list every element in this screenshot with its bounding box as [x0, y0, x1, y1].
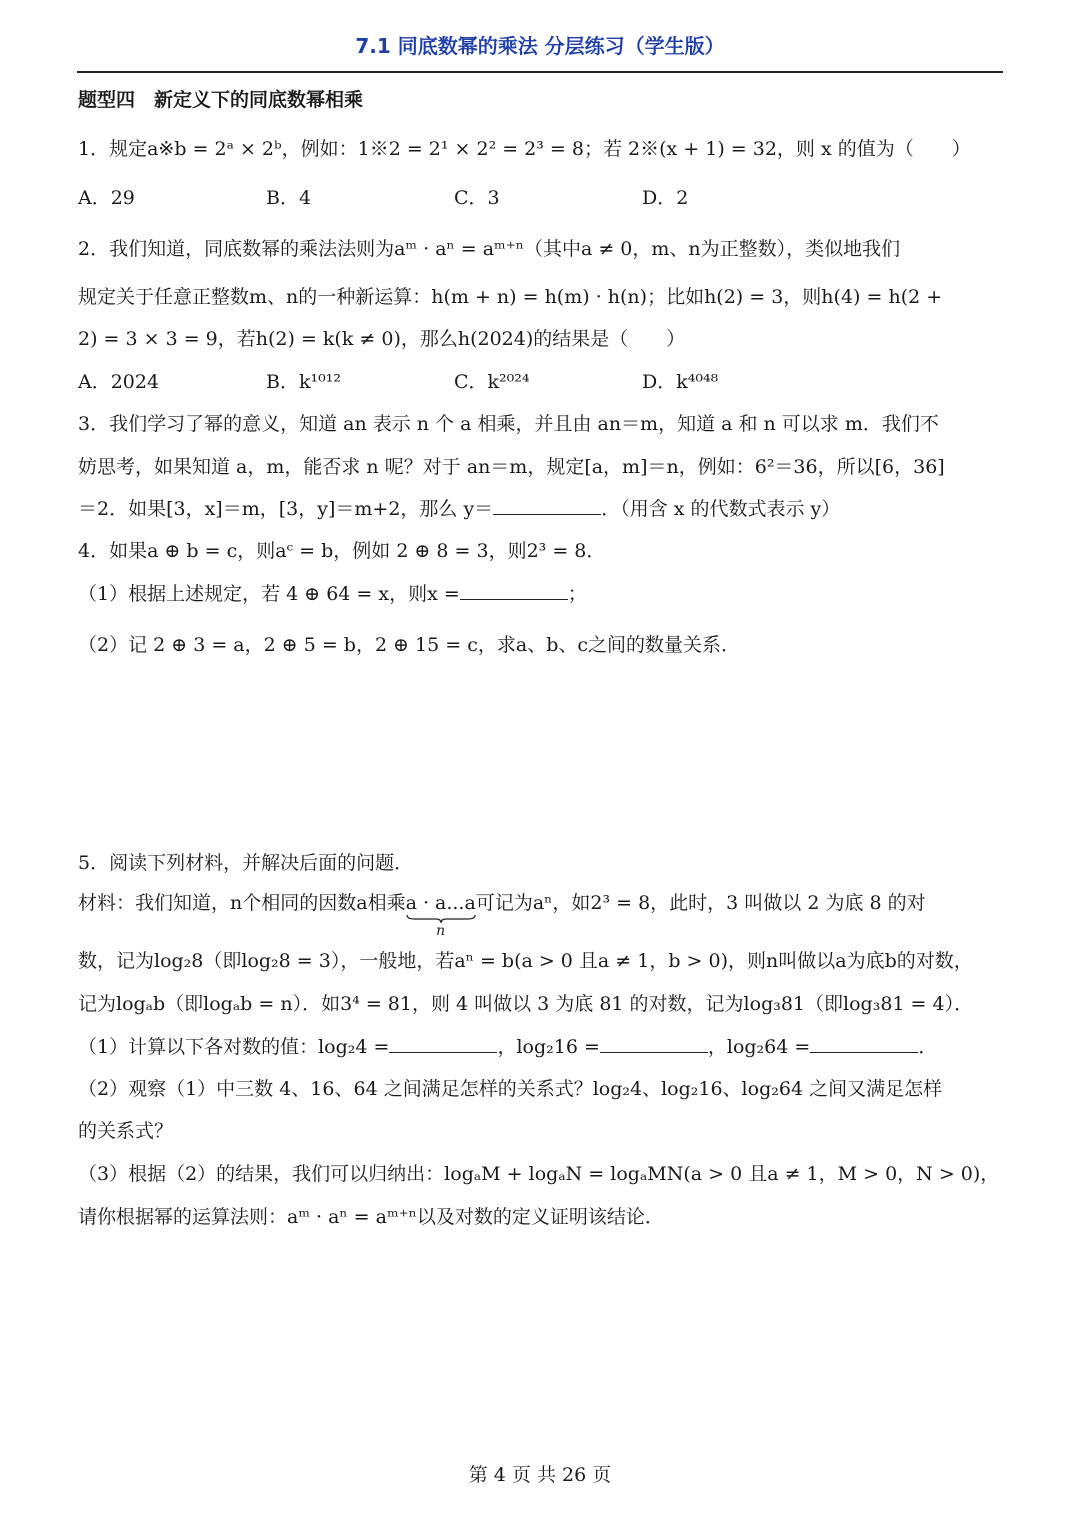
- page-header-title: 7.1 同底数幂的乘法 分层练习（学生版）: [355, 34, 725, 58]
- q5-underbrace-label: n: [436, 923, 446, 939]
- q3-line-3: [78, 496, 840, 522]
- q4-part-1: [78, 581, 587, 607]
- header-divider: [77, 71, 1003, 73]
- page-number-footer: 第 4 页 共 26 页: [468, 1464, 612, 1486]
- q3-line-2: 妨思考，如果知道 a，m，能否求 n 呢？对于 an＝m，规定[a，m]＝n，例如：6²＝36，所以[6，36]: [78, 456, 945, 478]
- q5-log64-answer-blank[interactable]: [810, 1034, 918, 1053]
- q1-option-b: B．4: [266, 187, 312, 209]
- q5-line-4: 记为logₐb（即logₐb = n）．如3⁴ = 81，则 4 叫做以 3 为底 81 的对数，记为log₃81（即log₃81 = 4）．: [78, 993, 974, 1015]
- q2-line-2: 规定关于任意正整数m、n的一种新运算：h(m + n) = h(m) · h(n)；比如h(2) = 3，则h(4) = h(2 +: [78, 286, 943, 308]
- q5-underbrace-expr-text: a · a...a: [405, 892, 476, 914]
- q3-line-3-text-a: ＝2．如果[3，x]＝m，[3，y]＝m+2，那么 y＝: [78, 498, 494, 520]
- q5-underbrace-expression: [405, 890, 476, 939]
- q5-line-1: 5．阅读下列材料，并解决后面的问题．: [78, 852, 414, 874]
- q1-option-c: C．3: [454, 187, 500, 209]
- q5-part-1: [78, 1034, 937, 1060]
- q5-part-1-text-a: （1）计算以下各对数的值：log₂4 =: [78, 1036, 390, 1058]
- q4-part-1-text-a: （1）根据上述规定，若 4 ⊕ 64 = x，则x =: [78, 583, 460, 605]
- q2-option-c: C．k²⁰²⁴: [454, 371, 530, 393]
- q4-line-1: 4．如果a ⊕ b = c，则aᶜ = b，例如 2 ⊕ 8 = 3，则2³ = 8．: [78, 540, 606, 562]
- q5-part-1-text-d: ．: [918, 1036, 938, 1058]
- q3-line-3-text-b: ．（用含 x 的代数式表示 y）: [601, 498, 841, 520]
- q5-part-3-line-2: 请你根据幂的运算法则：aᵐ · aⁿ = aᵐ⁺ⁿ以及对数的定义证明该结论．: [78, 1206, 664, 1228]
- q2-option-d: D．k⁴⁰⁴⁸: [642, 371, 719, 393]
- q2-option-a: A．2024: [78, 371, 160, 393]
- q5-line-3: 数，记为log₂8（即log₂8 = 3），一般地，若aⁿ = b(a > 0 且a ≠ 1，b > 0)，则n叫做以a为底b的对数，: [78, 950, 973, 972]
- q5-part-2-line-2: 的关系式？: [78, 1120, 174, 1142]
- q2-option-b: B．k¹⁰¹²: [266, 371, 341, 393]
- q4-part-1-answer-blank[interactable]: [460, 581, 568, 600]
- q5-part-2-line-1: （2）观察（1）中三数 4、16、64 之间满足怎样的关系式？log₂4、log₂16、log₂64 之间又满足怎样: [78, 1078, 943, 1100]
- q5-log4-answer-blank[interactable]: [389, 1034, 497, 1053]
- q5-line-2-text-b: 可记为aⁿ，如2³ = 8，此时，3 叫做以 2 为底 8 的对: [475, 892, 926, 914]
- q2-line-1: 2．我们知道，同底数幂的乘法法则为aᵐ · aⁿ = aᵐ⁺ⁿ（其中a ≠ 0，m、n为正整数），类似地我们: [78, 238, 901, 260]
- q3-answer-blank[interactable]: [493, 496, 601, 515]
- q5-part-1-text-c: ，log₂64 =: [707, 1036, 811, 1058]
- q3-line-1: 3．我们学习了幂的意义，知道 an 表示 n 个 a 相乘，并且由 an＝m，知道 a 和 n 可以求 m．我们不: [78, 413, 939, 435]
- q5-log16-answer-blank[interactable]: [600, 1034, 708, 1053]
- section-title: 题型四 新定义下的同底数幂相乘: [78, 89, 364, 111]
- q1-option-a: A．29: [78, 187, 135, 209]
- q5-part-3-line-1: （3）根据（2）的结果，我们可以归纳出：logₐM + logₐN = logₐMN(a > 0 且a ≠ 1，M > 0，N > 0)，: [78, 1163, 1000, 1185]
- q4-part-1-text-b: ；: [567, 583, 587, 605]
- q2-line-3: 2) = 3 × 3 = 9，若h(2) = k(k ≠ 0)，那么h(2024)的结果是（ ）: [78, 328, 686, 350]
- q4-part-2: （2）记 2 ⊕ 3 = a，2 ⊕ 5 = b，2 ⊕ 15 = c，求a、b、c之间的数量关系．: [78, 634, 741, 656]
- q1-option-d: D．2: [642, 187, 689, 209]
- q5-line-2: [78, 890, 926, 939]
- q1-stem: 1．规定a※b = 2ᵃ × 2ᵇ，例如：1※2 = 2¹ × 2² = 2³ = 8；若 2※(x + 1) = 32，则 x 的值为（ ）: [78, 138, 971, 160]
- q5-line-2-text-a: 材料：我们知道，n个相同的因数a相乘: [78, 892, 406, 914]
- q5-part-1-text-b: ，log₂16 =: [497, 1036, 600, 1058]
